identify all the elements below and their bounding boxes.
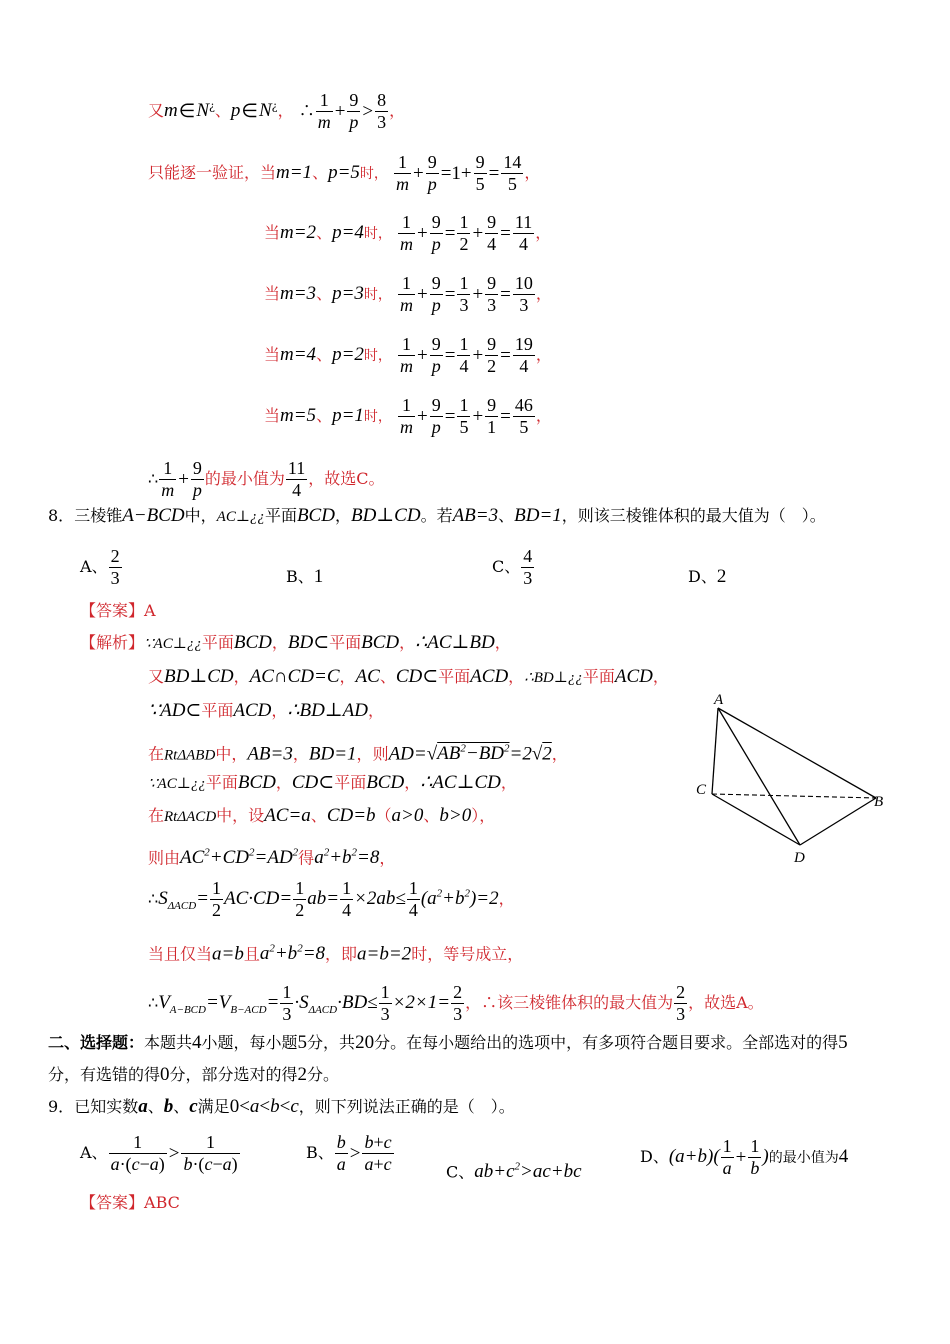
q7-case-1: 只能逐一验证，当m=1、p=5时， $\frac{1}{m}$ + $\frac{9}{p}$ =1+ $\frac{9}{5}$ = $\frac{14}{5}$ ，	[148, 152, 541, 194]
q9-option-b: B、 $\frac{b}{a}$ > $\frac{b+c}{a+c}$	[306, 1132, 392, 1174]
q9-option-a: A、 $\frac{1}{a\cdot(c-a)}$ > $\frac{1}{b\cdot(c-a)}$	[80, 1132, 238, 1174]
q8-answer: 【答案】A	[80, 601, 156, 620]
q7-case-5: 当m=5、p=1时， $\frac{1}{m}$ + $\frac{9}{p}$ = $\frac{1}{5}$ + $\frac{9}{1}$ = $\frac{46}{5}$ ，	[264, 395, 552, 437]
q9-answer: 【答案】ABC	[80, 1193, 180, 1212]
q7-case-2: 当m=2、p=4时， $\frac{1}{m}$ + $\frac{9}{p}$ = $\frac{1}{2}$ + $\frac{9}{4}$ = $\frac{11}{4}$ ，	[264, 212, 552, 254]
q8-option-b: B、1	[286, 566, 324, 587]
q8-analysis-2: 又BD⊥CD，AC∩CD=C，AC、CD⊂平面ACD，∴BD⊥¿¿平面ACD，	[148, 666, 669, 687]
edge-cb-hidden	[712, 794, 876, 798]
q7-case-3: 当m=3、p=3时， $\frac{1}{m}$ + $\frac{9}{p}$ = $\frac{1}{3}$ + $\frac{9}{3}$ = $\frac{10}{3}$ ，	[264, 273, 552, 315]
q9-option-c: C、$ab+c^2>ac+bc$	[446, 1161, 582, 1183]
q8-analysis-4: 在RtΔABD中，AB=3，BD=1，则$AD=√AB^2-BD^2=2√2$，	[148, 743, 568, 765]
q9-option-d: D、(a+b)( $\frac{1}{a}$ + $\frac{1}{b}$ )的最小值为4	[640, 1136, 849, 1178]
label-b: B	[874, 794, 884, 810]
q9-stem: 9．已知实数a、b、c满足0<a<b<c，则下列说法正确的是（ ）。	[48, 1096, 515, 1117]
q8-option-a: A、 $\frac{2}{3}$	[80, 546, 120, 588]
q8-analysis-10: $\therefore V_{A-BCD}=V_{B-ACD}=$ $\frac{1}{3}$ $\cdot S_{\Delta ACD}\cdot BD\le$ $\frac{1}{3}$ ×2×1= $\frac{2}{3}$ ，∴该三棱锥体积的最大值为 $\frac{2}{3}$ ，故选A。	[148, 982, 764, 1024]
q8-analysis-7: 则由$AC^2+CD^2=AD^2$得$a^2+b^2=8$，	[148, 847, 396, 869]
q8-analysis-9: 当且仅当a=b且$a^2+b^2=8$，即a=b=2时，等号成立，	[148, 943, 524, 965]
section2-line-1: 二、选择题：本题共4小题，每小题5分，共20分。在每小题给出的选项中，有多项符合题目要求。全部选对的得5	[48, 1032, 848, 1053]
section2-line-2: 分，有选错的得0分，部分选对的得2分。	[48, 1064, 340, 1085]
pyramid-figure	[690, 690, 900, 870]
label-a: A	[714, 692, 724, 708]
edge-ac	[712, 708, 718, 794]
q8-analysis-6: 在RtΔACD中，设AC=a、CD=b（a>0、b>0），	[148, 805, 496, 826]
q8-option-c: C、 $\frac{4}{3}$	[492, 546, 533, 588]
q8-option-d: D、2	[688, 566, 727, 587]
q8-analysis-3: ∵AD⊂平面ACD，∴BD⊥AD，	[148, 700, 385, 721]
q7-conclusion: ∴ $\frac{1}{m}$ + $\frac{9}{p}$ 的最小值为 $\frac{11}{4}$ ，故选C。	[148, 458, 385, 500]
label-d: D	[794, 850, 805, 866]
edge-ab	[718, 708, 876, 798]
q7-line-intro: 又m∈N¿、p∈N¿， ∴ $\frac{1}{m}$ + $\frac{9}{p}$ > $\frac{8}{3}$ ，	[148, 90, 406, 132]
label-c: C	[696, 782, 707, 798]
q8-stem: 8．三棱锥A−BCD中，AC⊥¿¿平面BCD，BD⊥CD。若AB=3、BD=1，则该三棱锥体积的最大值为（ ）。	[48, 505, 826, 526]
edge-ad	[718, 708, 800, 845]
q7-case-4: 当m=4、p=2时， $\frac{1}{m}$ + $\frac{9}{p}$ = $\frac{1}{4}$ + $\frac{9}{2}$ = $\frac{19}{4}$ ，	[264, 334, 552, 376]
edge-db	[800, 798, 876, 845]
q8-analysis-5: ∵AC⊥¿¿平面BCD，CD⊂平面BCD，∴AC⊥CD，	[148, 772, 517, 793]
q8-analysis-8: $\therefore S_{\Delta ACD}=$ $\frac{1}{2}$ AC·CD= $\frac{1}{2}$ ab= $\frac{1}{4}$ ×2ab≤ $\frac{1}{4}$ $(a^2+b^2)=2$，	[148, 878, 515, 920]
q8-analysis-1: 【解析】∵AC⊥¿¿平面BCD，BD⊂平面BCD，∴AC⊥BD，	[80, 632, 511, 653]
edge-cd	[712, 794, 800, 845]
